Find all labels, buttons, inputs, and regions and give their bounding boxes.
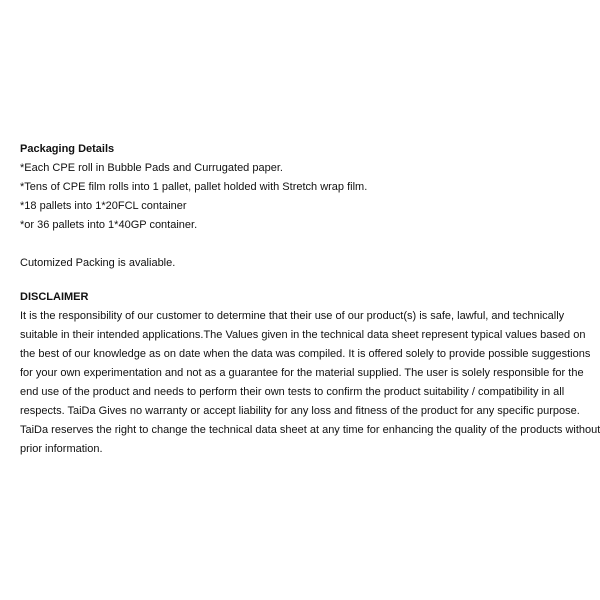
spacer — [20, 235, 590, 254]
packaging-line: *Each CPE roll in Bubble Pads and Currugated paper. — [20, 162, 283, 174]
packaging-title: Packaging Details — [20, 143, 115, 155]
document-body — [20, 140, 600, 459]
disclaimer-line: TaiDa reserves the right to change the technical data sheet at any time for enhancing the quality of the products without — [20, 424, 600, 436]
disclaimer-title: DISCLAIMER — [20, 291, 89, 303]
disclaimer-line: It is the responsibility of our customer to determine that their use of our product(s) is safe, lawful, and technically — [20, 310, 565, 322]
disclaimer-line: for your own experimentation and not as a guarantee for the material supplied. The user is solely responsible for the — [20, 367, 584, 379]
packaging-line: *Tens of CPE film rolls into 1 pallet, pallet holded with Stretch wrap film. — [20, 181, 368, 193]
packaging-line: *or 36 pallets into 1*40GP container. — [20, 219, 198, 231]
spacer — [20, 273, 590, 288]
disclaimer-line: suitable in their intended applications.The Values given in the technical data sheet represent typical values based on — [20, 329, 586, 341]
disclaimer-line: respects. TaiDa Gives no warranty or accept liability for any loss and fitness of the product for any specific purpose. — [20, 405, 580, 417]
packaging-line: *18 pallets into 1*20FCL container — [20, 200, 187, 212]
disclaimer-paragraph — [20, 307, 600, 459]
disclaimer-section — [20, 288, 600, 459]
custom-packing-note: Cutomized Packing is avaliable. — [20, 257, 176, 269]
disclaimer-line: the best of our knowledge as on date when the data was compiled. It is offered solely to provide possible suggestions — [20, 348, 591, 360]
disclaimer-line: prior information. — [20, 443, 103, 455]
disclaimer-line: end use of the product and needs to perform their own tests to confirm the product suitability / compatibility in all — [20, 386, 565, 398]
packaging-section — [20, 140, 590, 273]
